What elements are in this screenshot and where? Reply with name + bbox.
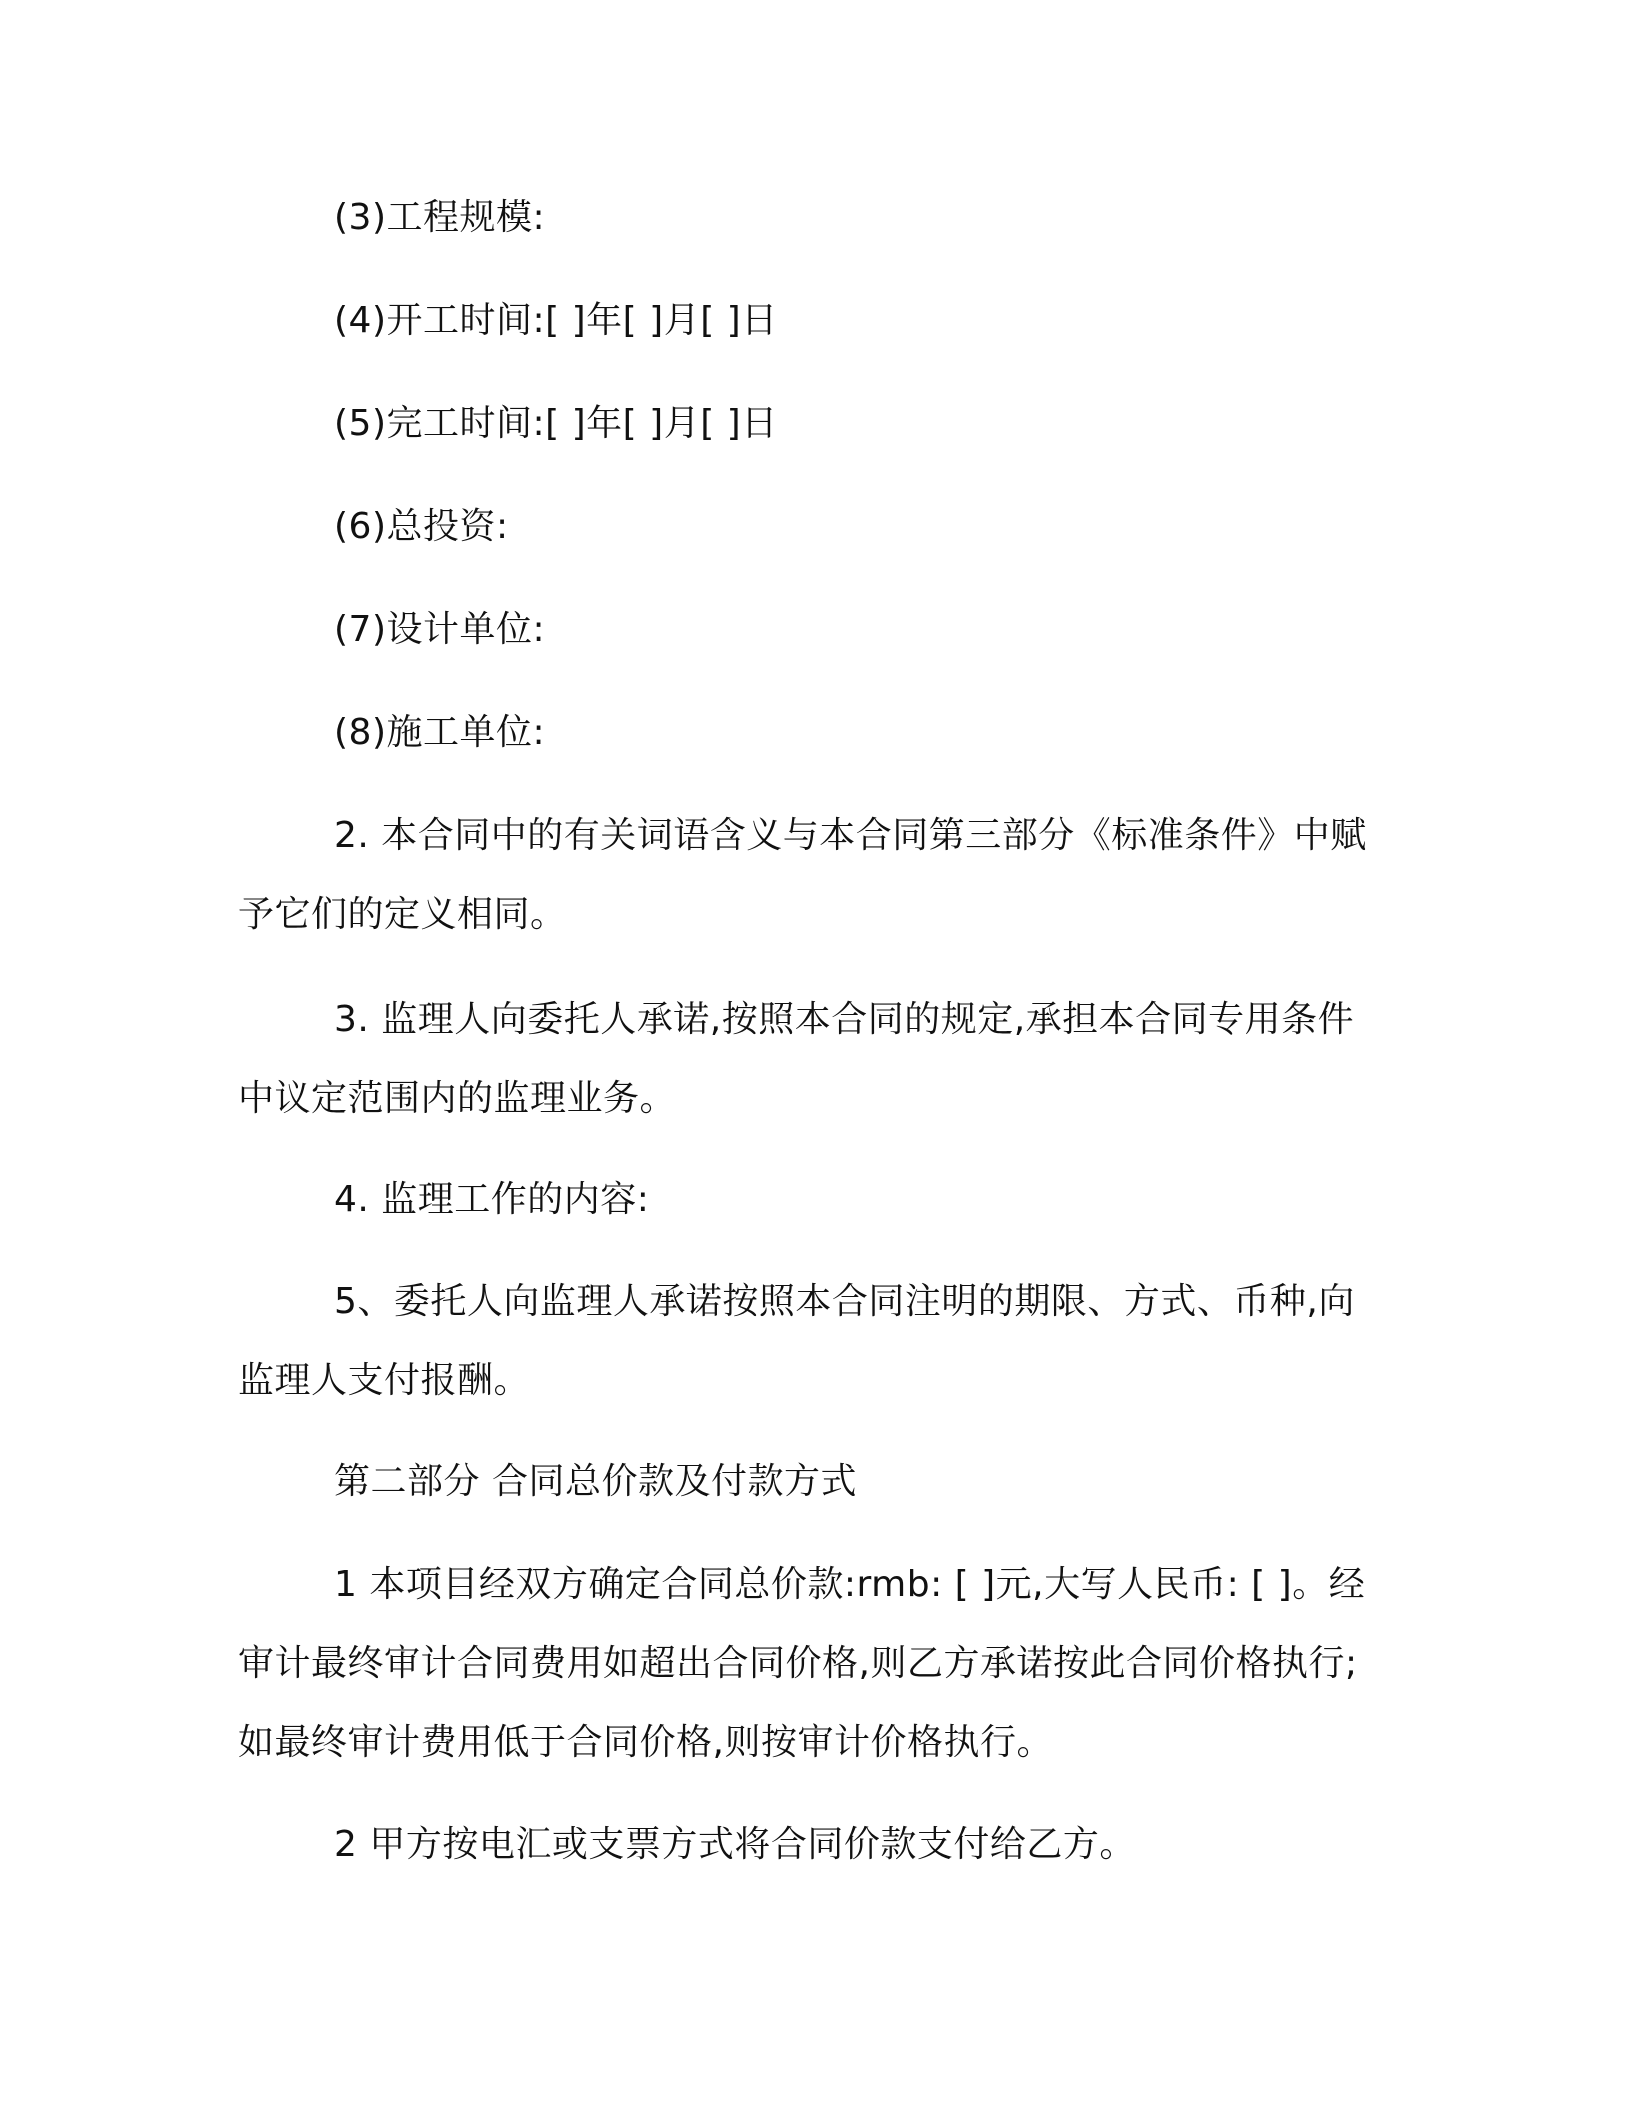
clause-2-definitions: 2. 本合同中的有关词语含义与本合同第三部分《标准条件》中赋予它们的定义相同。 bbox=[238, 815, 1367, 935]
payment-clause-1-total-price: 1 本项目经双方确定合同总价款:rmb: [ ]元,大写人民币: [ ]。经审计最终审计合同费用如超出合同价格,则乙方承诺按此合同价格执行;如最终审计费用低于合同价格,则按审计价格执行。 bbox=[238, 1564, 1366, 1763]
payment-clause-2-method: 2 甲方按电汇或支票方式将合同价款支付给乙方。 bbox=[334, 1824, 1136, 1865]
item-completion-date: (5)完工时间:[ ]年[ ]月[ ]日 bbox=[334, 403, 778, 444]
item-start-date: (4)开工时间:[ ]年[ ]月[ ]日 bbox=[334, 300, 778, 341]
clause-4-supervision-content: 4. 监理工作的内容: bbox=[334, 1179, 650, 1220]
clause-3-supervisor-commitment: 3. 监理人向委托人承诺,按照本合同的规定,承担本合同专用条件中议定范围内的监理业务。 bbox=[238, 999, 1355, 1119]
item-project-scale: (3)工程规模: bbox=[334, 197, 546, 238]
section-heading-part-two: 第二部分 合同总价款及付款方式 bbox=[334, 1461, 857, 1502]
item-total-investment: (6)总投资: bbox=[334, 506, 509, 547]
item-construction-unit: (8)施工单位: bbox=[334, 712, 546, 753]
item-design-unit: (7)设计单位: bbox=[334, 609, 546, 650]
clause-5-client-commitment: 5、委托人向监理人承诺按照本合同注明的期限、方式、币种,向监理人支付报酬。 bbox=[238, 1281, 1355, 1401]
